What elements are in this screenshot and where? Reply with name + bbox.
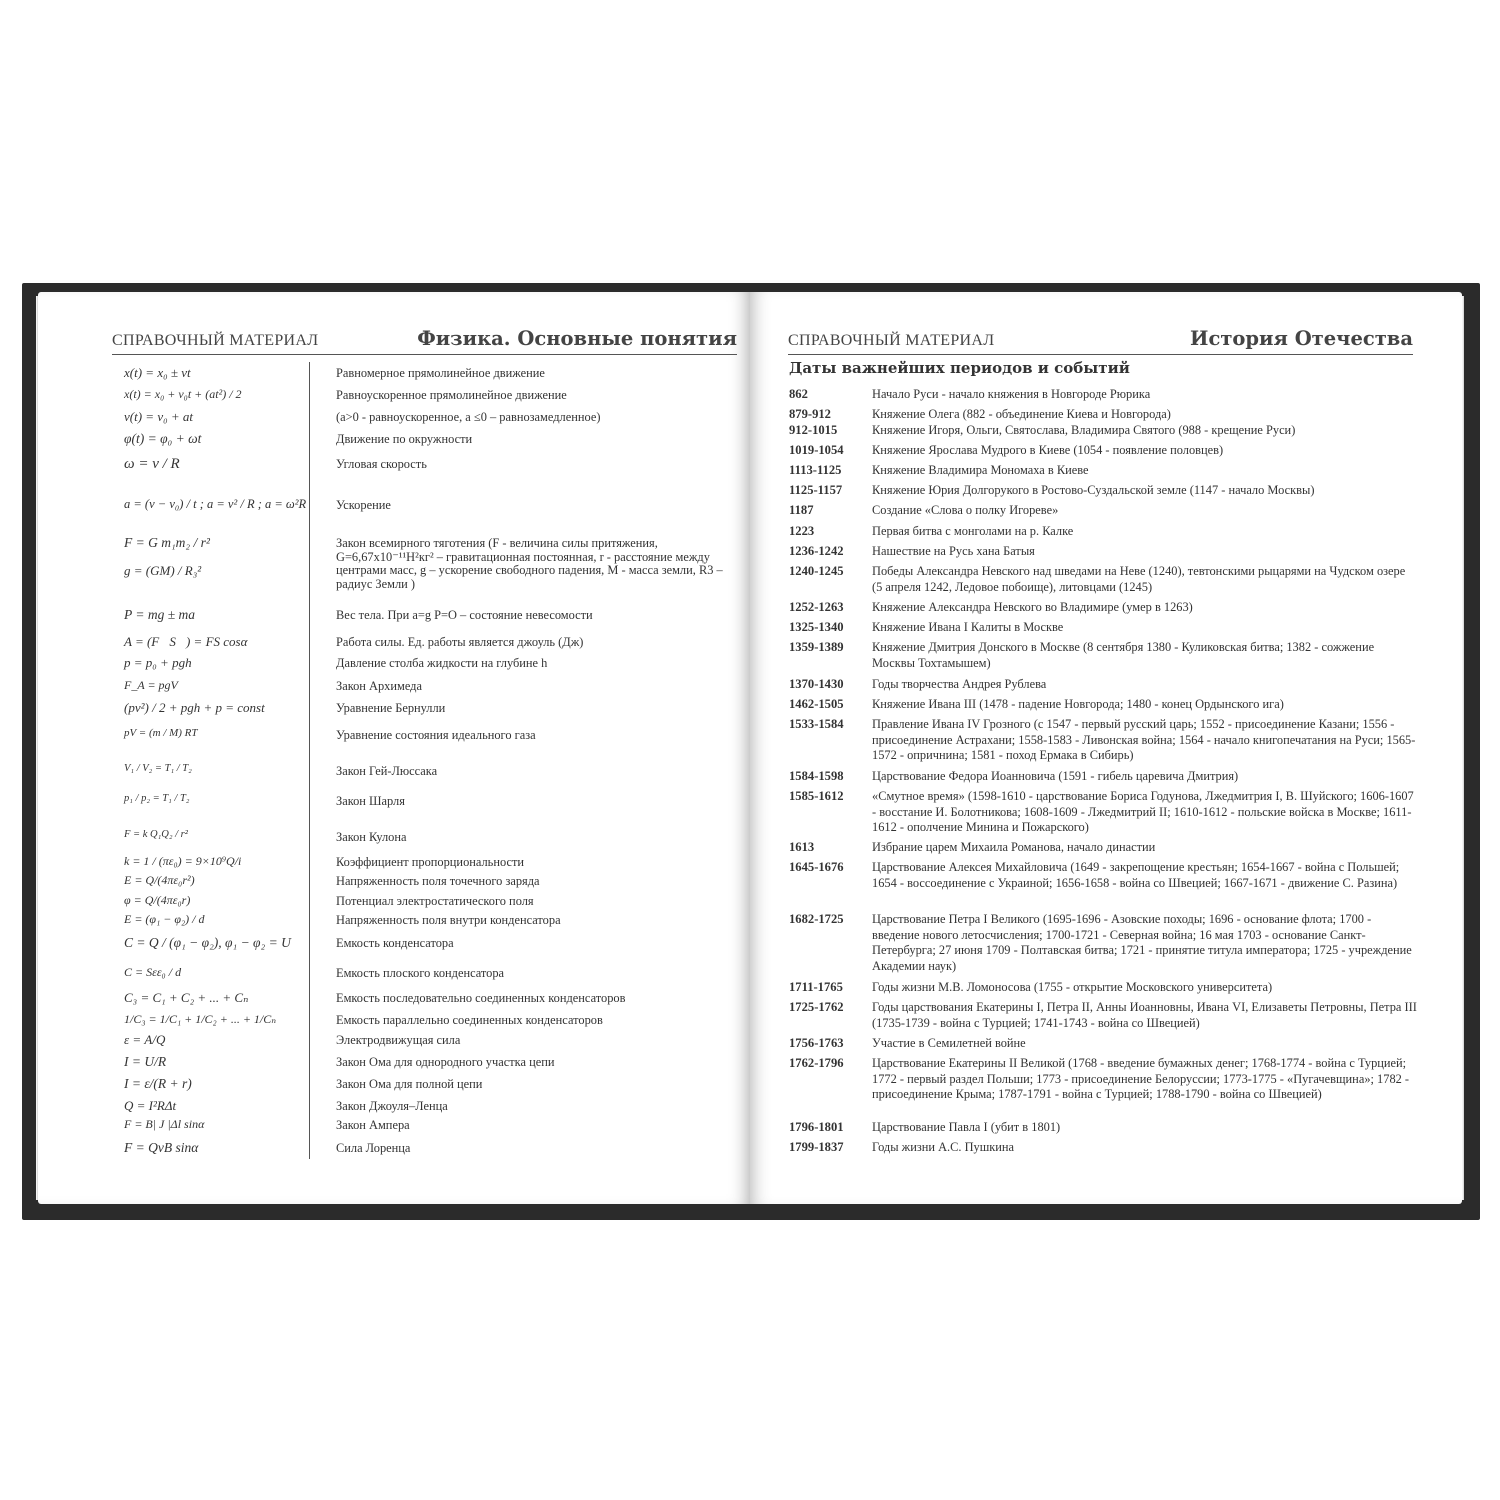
event-description: Царствование Петра I Великого (1695-1696 - Азовские походы; 1696 - основание флота; 1700 - введение нового летосчисления; 1700-1721 - Северная война; 16 мая 1703 - основание Санкт-Петербурга; 27 июня 1709 - Полтавская битва; 1721 - принятие титула императора; 1725 - учреждение Академии наук) — [872, 912, 1412, 974]
right-page-title: История Отечества — [1190, 327, 1413, 350]
event-description: Годы творчества Андрея Рублева — [872, 677, 1047, 691]
formula-description: Угловая скорость — [336, 457, 427, 471]
right-section-label: СПРАВОЧНЫЙ МАТЕРИАЛ — [788, 332, 995, 349]
history-subtitle: Даты важнейших периодов и событий — [789, 359, 1130, 377]
formula: (pv²) / 2 + pgh + p = const — [124, 700, 265, 715]
event-year: 1019-1054 — [789, 443, 844, 457]
event-year: 1325-1340 — [789, 620, 844, 634]
event-year: 1125-1157 — [789, 483, 843, 497]
formula: g = (GM) / R₃² — [124, 563, 202, 578]
event-year: 1762-1796 — [789, 1056, 844, 1070]
formula-description: Закон всемирного тяготения (F - величина силы притяжения, G=6,67x10⁻¹¹H²кг² – гравитационная постоянная, r - расстояние между центрами масс, g – ускорение свободного падения, M - масса земли, R3 – радиус Земли ) — [336, 536, 723, 591]
formula: ω = v / R — [124, 456, 180, 472]
formula: v(t) = v₀ + at — [124, 409, 193, 424]
left-page-header — [112, 318, 737, 355]
event-description: Участие в Семилетней войне — [872, 1036, 1026, 1050]
event-description: Княжение Владимира Мономаха в Киеве — [872, 463, 1089, 477]
formula-description: Равноускоренное прямолинейное движение — [336, 388, 567, 402]
event-description: Царствование Алексея Михайловича (1649 - закрепощение крестьян; 1654-1667 - война с Польшей; 1654 - воссоединение с Украиной; 1656-1658 - война со Швецией; 1667-1671 - движение С. Разина) — [872, 860, 1400, 890]
formula-description: Сила Лоренца — [336, 1141, 411, 1155]
event-description: Победы Александра Невского над шведами на Неве (1240), тевтонскими рыцарями на Чудском озере (5 апреля 1242, Ледовое побоище), литовцами (1245) — [872, 564, 1406, 594]
event-description: Княжение Александра Невского во Владимире (умер в 1263) — [872, 600, 1193, 614]
left-section-label: СПРАВОЧНЫЙ МАТЕРИАЛ — [112, 332, 319, 349]
formula-description: Потенциал электростатического поля — [336, 894, 534, 908]
formula-description: Емкость плоского конденсатора — [336, 966, 505, 980]
event-year: 1711-1765 — [789, 980, 843, 994]
formula: p₁ / p₂ = T₁ / T₂ — [124, 793, 190, 804]
formula: P = mg ± ma — [124, 607, 196, 622]
event-year: 1187 — [789, 503, 814, 517]
formula-description: Электродвижущая сила — [336, 1033, 461, 1047]
formula: A = (F⃗S⃗) = FS cosα — [124, 634, 248, 649]
formula: I = ε/(R + r) — [124, 1076, 192, 1091]
event-description: Первая битва с монголами на р. Калке — [872, 524, 1074, 538]
formula-description: Уравнение Бернулли — [336, 701, 446, 715]
event-year: 1682-1725 — [789, 912, 844, 926]
formula: F = QvB sinα — [124, 1140, 199, 1155]
formula: pV = (m / M) RT — [124, 727, 198, 739]
event-description: Создание «Слова о полку Игореве» — [872, 503, 1059, 517]
formula-description: Напряженность поля внутри конденсатора — [336, 913, 561, 927]
event-year: 1236-1242 — [789, 544, 844, 558]
formula-description: Закон Джоуля–Ленца — [336, 1099, 448, 1113]
formula: p = p₀ + pgh — [124, 655, 192, 670]
event-description: Годы жизни М.В. Ломоносова (1755 - открытие Московского университета) — [872, 980, 1273, 994]
formula: 1/C₃ = 1/C₁ + 1/C₂ + ... + 1/Cₙ — [124, 1012, 277, 1026]
formula-description: Емкость последовательно соединенных конденсаторов — [336, 991, 626, 1005]
formula-column-divider — [309, 362, 310, 1159]
formula: I = U/R — [124, 1054, 167, 1069]
formula: F_A = pgV — [124, 678, 178, 692]
event-description: Царствование Павла I (убит в 1801) — [872, 1120, 1061, 1134]
formula: E = Q/(4πε₀r²) — [124, 873, 195, 887]
formula: φ = Q/(4πε₀r) — [124, 893, 191, 907]
event-description: Правление Ивана IV Грозного (с 1547 - первый русский царь; 1552 - присоединение Казани; 1556 - присоединение Астрахани; 1558-1583 - Ливонская война; 1564 - начало книгопечатания на Руси; 1565-1572 - опричнина; 1581 - поход Ермака в Сибирь) — [872, 717, 1416, 763]
event-year: 1756-1763 — [789, 1036, 844, 1050]
formula-description: Емкость параллельно соединенных конденсаторов — [336, 1013, 603, 1027]
formula: F = k Q₁Q₂ / r² — [124, 829, 188, 840]
event-description: Царствование Федора Иоанновича (1591 - гибель царевича Дмитрия) — [872, 769, 1239, 783]
event-year: 1725-1762 — [789, 1000, 844, 1014]
event-year: 912-1015 — [789, 423, 838, 437]
event-description: Избрание царем Михаила Романова, начало династии — [872, 840, 1156, 854]
formula-description: Емкость конденсатора — [336, 936, 454, 950]
event-description: Годы царствования Екатерины I, Петра II, Анны Иоанновны, Ивана VI, Елизаветы Петровны, Петра III (1735-1739 - война с Турцией; 1741-1743 - война со Швецией) — [872, 1000, 1417, 1030]
formula: ε = A/Q — [124, 1032, 166, 1047]
event-description: Княжение Дмитрия Донского в Москве (8 сентября 1380 - Куликовская битва; 1382 - сожжение Москвы Тохтамышем) — [872, 640, 1375, 670]
event-description: Княжение Ярослава Мудрого в Киеве (1054 - появление половцев) — [872, 443, 1224, 457]
event-description: Начало Руси - начало княжения в Новгороде Рюрика — [872, 387, 1151, 401]
event-description: Княжение Ивана III (1478 - падение Новгорода; 1480 - конец Ордынского ига) — [872, 697, 1284, 711]
event-year: 1240-1245 — [789, 564, 844, 578]
event-year: 1223 — [789, 524, 815, 538]
formula: x(t) = x₀ + v₀t + (at²) / 2 — [124, 387, 242, 401]
formula: C = Sεε₀ / d — [124, 965, 182, 979]
formula-description: Давление столба жидкости на глубине h — [336, 656, 548, 670]
formula: a = (v − v₀) / t ; a = v² / R ; a = ω²R — [124, 497, 307, 511]
event-year: 1799-1837 — [789, 1140, 844, 1154]
event-year: 1462-1505 — [789, 697, 844, 711]
event-description: Царствование Екатерины II Великой (1768 - введение бумажных денег; 1768-1774 - война с Турцией; 1772 - первый раздел Польши; 1773 - присоединение Белоруссии; 1773-1775 - «Пугачевщина»; 1782 - присоединение Крыма; 1787-1791 - война с Турцией; 1788-1790 - война со Швецией) — [872, 1056, 1410, 1102]
event-year: 862 — [789, 387, 808, 401]
formula: E = (φ₁ − φ₂) / d — [124, 912, 205, 926]
event-year: 1796-1801 — [789, 1120, 844, 1134]
formula: F = G m₁m₂ / r² — [124, 535, 210, 550]
right-page-header — [788, 318, 1413, 355]
formula-description: Закон Ампера — [336, 1118, 410, 1132]
formula-description: (a>0 - равноускоренное, a ≤0 – равнозамедленное) — [336, 410, 601, 424]
event-year: 1359-1389 — [789, 640, 844, 654]
formula: V₁ / V₂ = T₁ / T₂ — [124, 763, 192, 774]
event-year: 1585-1612 — [789, 789, 844, 803]
event-description: Годы жизни А.С. Пушкина — [872, 1140, 1015, 1154]
formula-description: Закон Ома для полной цепи — [336, 1077, 483, 1091]
formula: k = 1 / (πε₀) = 9×10⁹Q/i — [124, 854, 242, 868]
formula: Q = I²RΔt — [124, 1098, 177, 1113]
formula: φ(t) = φ₀ + ωt — [124, 431, 202, 446]
event-year: 1370-1430 — [789, 677, 844, 691]
event-year: 879-912 — [789, 407, 831, 421]
formula-description: Движение по окружности — [336, 432, 473, 446]
formula: C = Q / (φ₁ − φ₂), φ₁ − φ₂ = U — [124, 935, 291, 950]
formula-description: Закон Ома для однородного участка цепи — [336, 1055, 555, 1069]
event-year: 1645-1676 — [789, 860, 844, 874]
formula: F = B| J |Δl sinα — [124, 1117, 205, 1131]
event-year: 1113-1125 — [789, 463, 842, 477]
event-description: «Смутное время» (1598-1610 - царствование Бориса Годунова, Лжедмитрия I, В. Шуйского; 1606-1607 - восстание И. Болотникова; 1608-1609 - Лжедмитрий II; 1610-1612 - польские войска в Москве; 1611-1612 - ополчение Минина и Пожарского) — [872, 789, 1414, 835]
formula-description: Закон Кулона — [336, 830, 407, 844]
event-description: Княжение Игоря, Ольги, Святослава, Владимира Святого (988 - крещение Руси) — [872, 423, 1296, 437]
formula-description: Уравнение состояния идеального газа — [336, 728, 536, 742]
formula-description: Равномерное прямолинейное движение — [336, 366, 545, 380]
event-description: Княжение Ивана I Калиты в Москве — [872, 620, 1064, 634]
formula-description: Вес тела. При a=g P=O – состояние невесомости — [336, 608, 593, 622]
formula: x(t) = x₀ ± vt — [124, 365, 191, 380]
formula: C₃ = C₁ + C₂ + ... + Cₙ — [124, 990, 249, 1005]
event-year: 1613 — [789, 840, 815, 854]
event-year: 1533-1584 — [789, 717, 844, 731]
formula-description: Закон Гей-Люссака — [336, 764, 438, 778]
event-year: 1252-1263 — [789, 600, 844, 614]
formula-description: Напряженность поля точечного заряда — [336, 874, 540, 888]
event-year: 1584-1598 — [789, 769, 844, 783]
left-page-title: Физика. Основные понятия — [417, 327, 737, 350]
formula-description: Ускорение — [336, 498, 391, 512]
event-description: Нашествие на Русь хана Батыя — [872, 544, 1035, 558]
formula-description: Закон Архимеда — [336, 679, 422, 693]
event-description: Княжение Олега (882 - объединение Киева и Новгорода) — [872, 407, 1171, 421]
formula-description: Работа силы. Ед. работы является джоуль (Дж) — [336, 635, 584, 649]
formula-description: Закон Шарля — [336, 794, 405, 808]
event-description: Княжение Юрия Долгорукого в Ростово-Суздальской земле (1147 - начало Москвы) — [872, 483, 1315, 497]
formula-description: Коэффициент пропорциональности — [336, 855, 525, 869]
